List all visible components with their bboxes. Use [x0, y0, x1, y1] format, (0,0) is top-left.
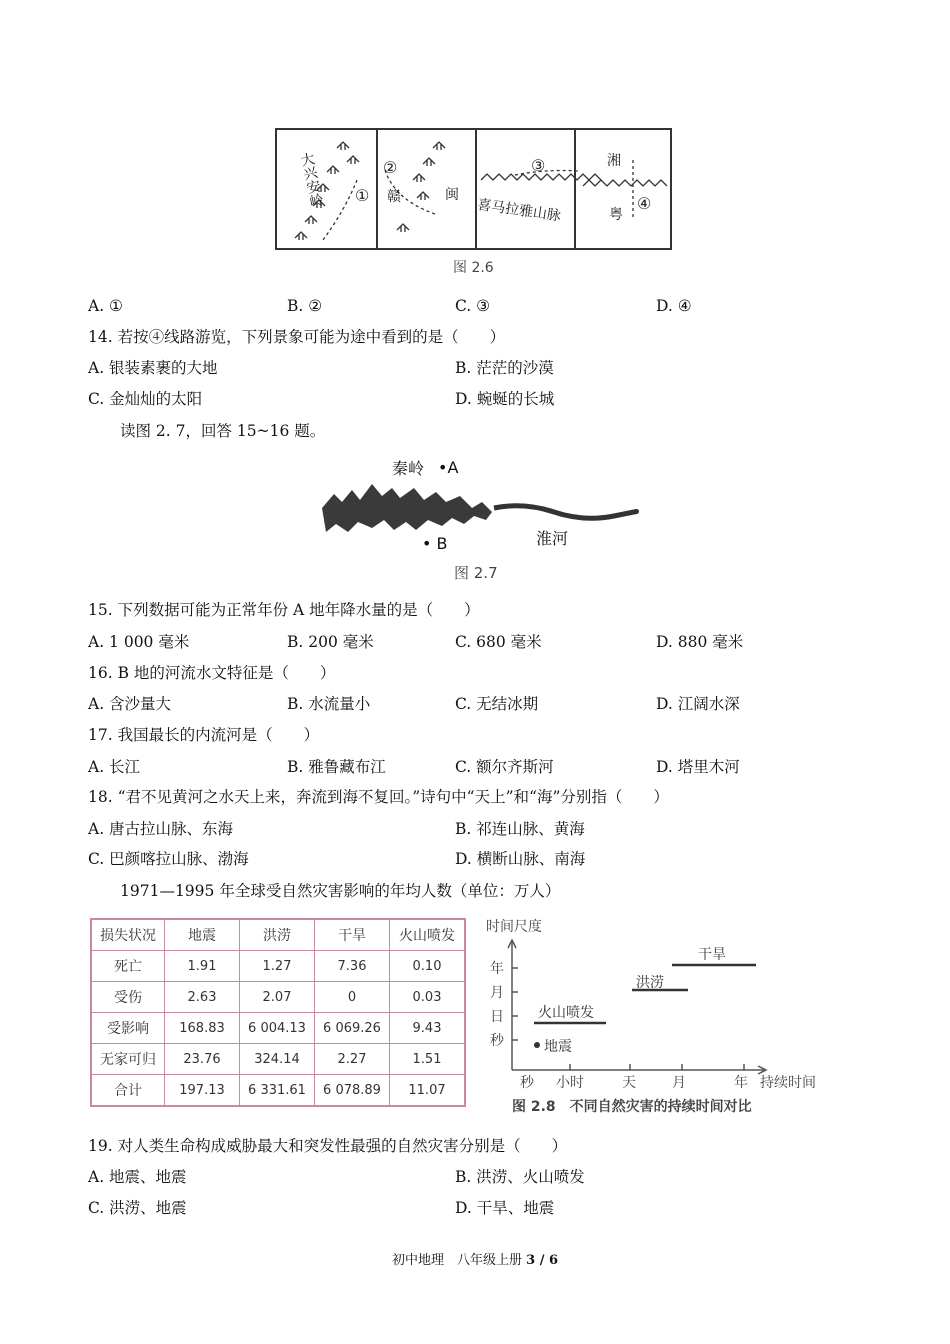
- table-row: [91, 1044, 465, 1075]
- table-cell: 2.27: [315, 1044, 390, 1075]
- row-label: 受影响: [91, 1013, 165, 1044]
- q13-option-d: D. ④: [656, 297, 692, 315]
- table-header-row: [91, 919, 465, 951]
- header-cell: 地震: [165, 919, 240, 951]
- q15-option-c: C. 680 毫米: [455, 633, 542, 651]
- table-row: [91, 982, 465, 1013]
- q14-option-a: A. 银装素裹的大地: [88, 359, 218, 377]
- q17-option-a: A. 长江: [88, 758, 141, 776]
- q18-stem: 18. “君不见黄河之水天上来，奔流到海不复回。”诗句中“天上”和“海”分别指（ ）: [88, 788, 669, 806]
- table-cell: 0: [315, 982, 390, 1013]
- q19-stem: 19. 对人类生命构成威胁最大和突发性最强的自然灾害分别是（ ）: [88, 1137, 568, 1155]
- q13-option-a: A. ①: [88, 297, 123, 315]
- label-qinling: 秦岭: [392, 459, 425, 478]
- table-cell: 11.07: [390, 1075, 466, 1107]
- q17-option-d: D. 塔里木河: [656, 758, 740, 776]
- q14-stem: 14. 若按④线路游览，下列景象可能为途中看到的是（ ）: [88, 328, 506, 346]
- page-footer: [0, 1249, 950, 1268]
- point-earthquake: [534, 1042, 540, 1048]
- table-title: 1971—1995 年全球受自然灾害影响的年均人数（单位：万人）: [120, 882, 561, 900]
- y-tick-day: 日: [490, 1009, 504, 1025]
- table-cell: 2.07: [240, 982, 315, 1013]
- label-point-a: •A: [438, 458, 459, 477]
- q19-option-d: D. 干旱、地震: [455, 1199, 555, 1217]
- label-huaihe: 淮河: [536, 529, 569, 548]
- label-point-b: • B: [422, 534, 448, 553]
- q18-option-a: A. 唐古拉山脉、东海: [88, 820, 234, 838]
- footer-text: 初中地理 八年级上册: [391, 1253, 527, 1268]
- row-label: 无家可归: [91, 1044, 165, 1075]
- table-cell: 2.63: [165, 982, 240, 1013]
- header-cell: 损失状况: [91, 919, 165, 951]
- q15-option-b: B. 200 毫米: [287, 633, 374, 651]
- q18-option-c: C. 巴颜喀拉山脉、渤海: [88, 850, 249, 868]
- q14-option-d: D. 蜿蜒的长城: [455, 390, 555, 408]
- q18-option-b: B. 祁连山脉、黄海: [455, 820, 585, 838]
- figure-2-7-caption: 图 2.7: [454, 564, 498, 582]
- q19-option-a: A. 地震、地震: [88, 1168, 187, 1186]
- table-cell: 6 069.26: [315, 1013, 390, 1044]
- q17-option-c: C. 额尔齐斯河: [455, 758, 554, 776]
- x-tick-day: 天: [622, 1075, 636, 1091]
- table-cell: 6 331.61: [240, 1075, 315, 1107]
- table-row: [91, 951, 465, 982]
- label-xiang: 湘: [607, 153, 621, 169]
- row-label: 受伤: [91, 982, 165, 1013]
- label-daxinganling: 大兴安岭: [297, 150, 325, 210]
- label-gan: 赣: [387, 189, 401, 205]
- mountain-symbols: [277, 130, 670, 248]
- label-route-1: ①: [355, 186, 370, 205]
- header-cell: 洪涝: [240, 919, 315, 951]
- label-himalaya: 喜马拉雅山脉: [476, 196, 562, 225]
- table-cell: 9.43: [390, 1013, 466, 1044]
- label-min: 闽: [445, 187, 459, 203]
- q19-option-c: C. 洪涝、地震: [88, 1199, 187, 1217]
- label-drought: 干旱: [698, 947, 726, 963]
- header-cell: 火山喷发: [390, 919, 466, 951]
- header-cell: 干旱: [315, 919, 390, 951]
- q15-option-d: D. 880 毫米: [656, 633, 744, 651]
- table-cell: 168.83: [165, 1013, 240, 1044]
- label-flood: 洪涝: [636, 975, 664, 991]
- label-volcano: 火山喷发: [538, 1005, 594, 1021]
- q17-option-b: B. 雅鲁藏布江: [287, 758, 386, 776]
- label-route-2: ②: [383, 158, 398, 177]
- q17-stem: 17. 我国最长的内流河是（ ）: [88, 726, 320, 744]
- figure-2-6-caption: 图 2.6: [453, 260, 494, 276]
- x-tick-year: 年: [734, 1075, 748, 1091]
- table-cell: 324.14: [240, 1044, 315, 1075]
- figure-2-8-caption: 图 2.8 不同自然灾害的持续时间对比: [512, 1099, 752, 1115]
- label-earthquake: 地震: [544, 1039, 572, 1055]
- figure-2-8: [482, 912, 842, 1120]
- q14-option-c: C. 金灿灿的太阳: [88, 390, 203, 408]
- q16-option-b: B. 水流量小: [287, 695, 371, 713]
- table-cell: 1.27: [240, 951, 315, 982]
- figure-2-6-frame: [275, 128, 672, 250]
- x-tick-month: 月: [672, 1075, 686, 1091]
- table-cell: 7.36: [315, 951, 390, 982]
- q13-option-c: C. ③: [455, 297, 491, 315]
- y-tick-month: 月: [490, 985, 504, 1001]
- q16-stem: 16. B 地的河流水文特征是（ ）: [88, 664, 336, 682]
- label-route-3: ③: [531, 156, 546, 175]
- y-axis-title: 时间尺度: [486, 919, 542, 935]
- table-cell: 0.10: [390, 951, 466, 982]
- table-cell: 1.91: [165, 951, 240, 982]
- q13-option-b: B. ②: [287, 297, 323, 315]
- read-figure-2-7: 读图 2. 7，回答 15~16 题。: [120, 422, 326, 440]
- table-cell: 197.13: [165, 1075, 240, 1107]
- y-tick-year: 年: [490, 961, 504, 977]
- row-label: 合计: [91, 1075, 165, 1107]
- table-row: [91, 1075, 465, 1107]
- table-cell: 0.03: [390, 982, 466, 1013]
- q14-option-b: B. 茫茫的沙漠: [455, 359, 554, 377]
- q19-option-b: B. 洪涝、火山喷发: [455, 1168, 585, 1186]
- q15-option-a: A. 1 000 毫米: [88, 633, 190, 651]
- table-cell: 6 078.89: [315, 1075, 390, 1107]
- x-tick-hour: 小时: [556, 1075, 584, 1091]
- label-yue: 粤: [609, 207, 623, 223]
- q16-option-c: C. 无结冰期: [455, 695, 539, 713]
- table-cell: 6 004.13: [240, 1013, 315, 1044]
- q15-stem: 15. 下列数据可能为正常年份 A 地年降水量的是（ ）: [88, 601, 480, 619]
- row-label: 死亡: [91, 951, 165, 982]
- x-tick-second: 秒: [520, 1075, 534, 1091]
- table-cell: 23.76: [165, 1044, 240, 1075]
- figure-2-6: [273, 125, 673, 275]
- page-number: 3 / 6: [526, 1253, 559, 1268]
- q16-option-a: A. 含沙量大: [88, 695, 172, 713]
- table-cell: 1.51: [390, 1044, 466, 1075]
- figure-2-7: [308, 450, 648, 586]
- q16-option-d: D. 江阔水深: [656, 695, 740, 713]
- label-route-4: ④: [637, 194, 652, 213]
- table-row: [91, 1013, 465, 1044]
- q18-option-d: D. 横断山脉、南海: [455, 850, 586, 868]
- y-tick-second: 秒: [490, 1033, 504, 1049]
- disaster-table: [90, 918, 466, 1107]
- x-axis-title: 持续时间: [760, 1075, 816, 1091]
